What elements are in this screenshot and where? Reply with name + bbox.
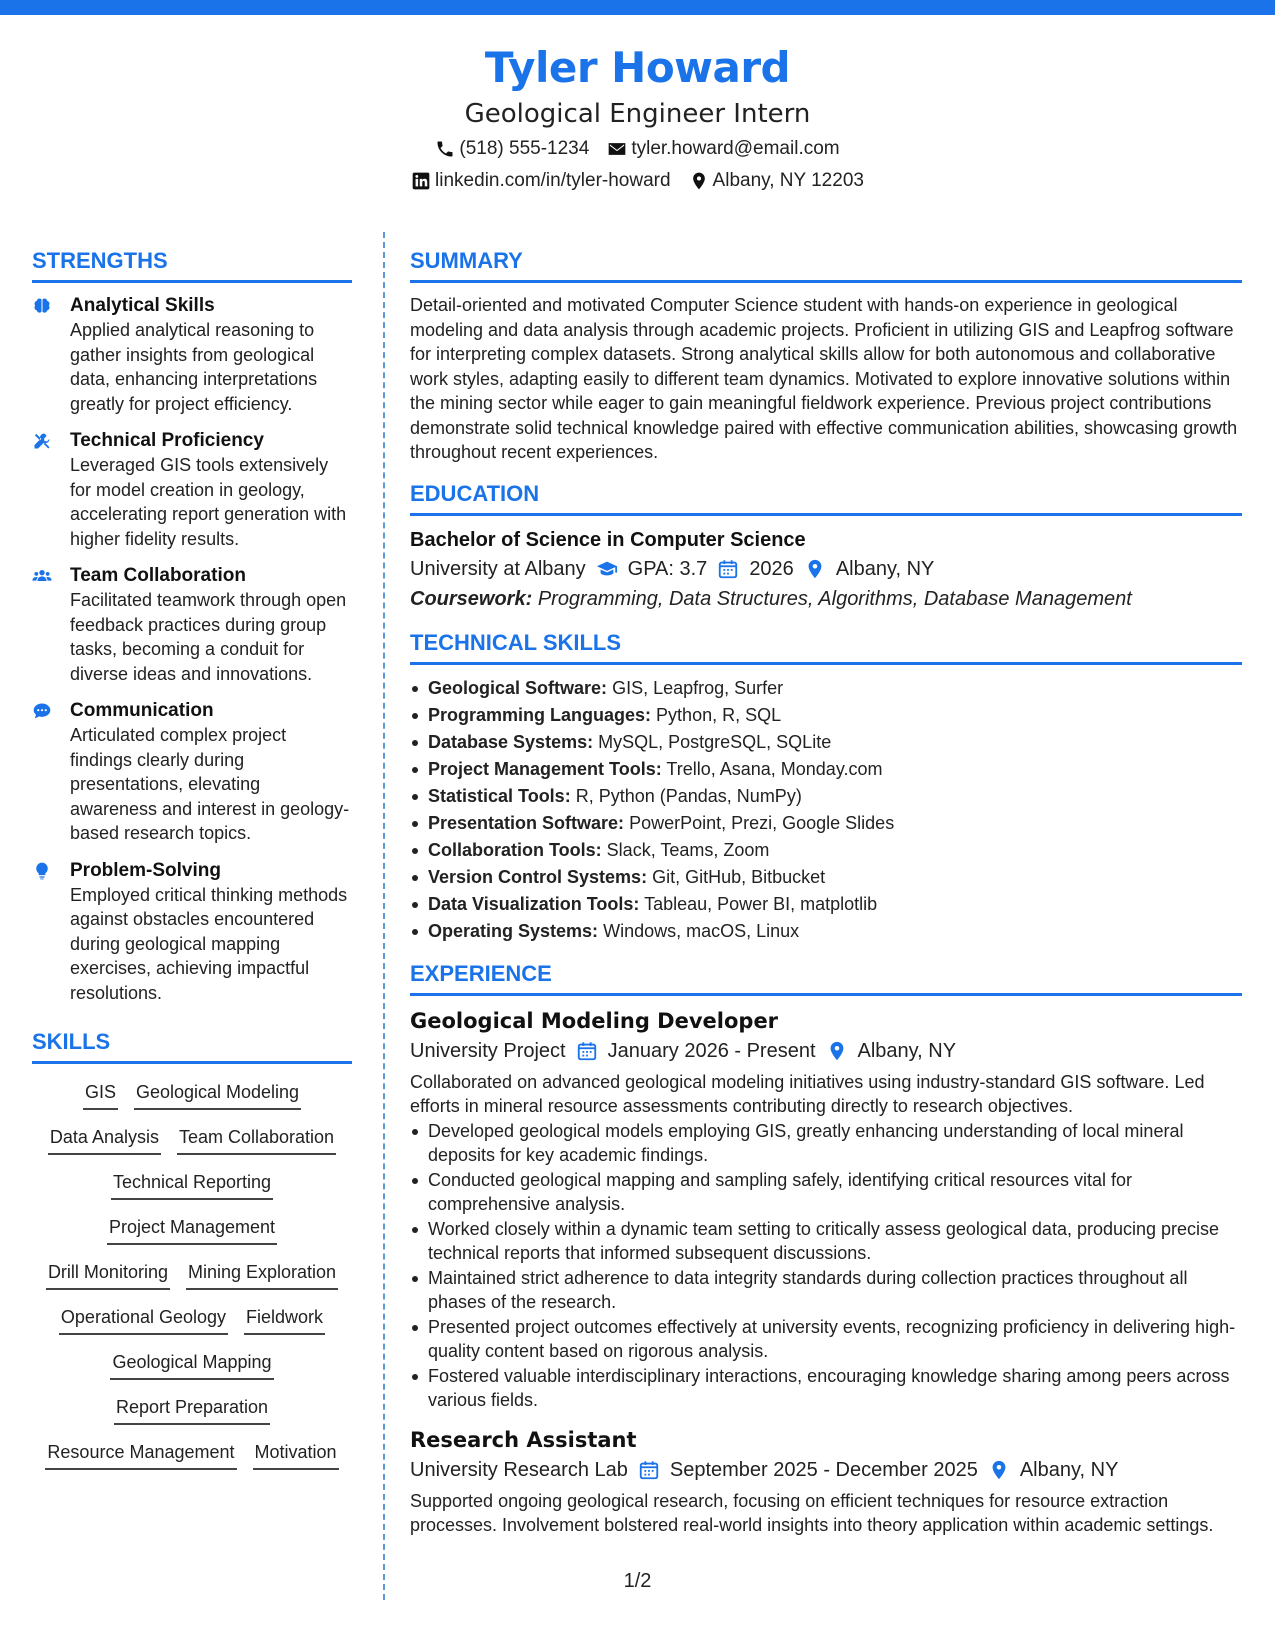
skill-row — [32, 1123, 352, 1168]
lightbulb-icon — [32, 861, 52, 881]
skill-tag: GIS — [83, 1078, 118, 1110]
list-item: Maintained strict adherence to data integrity standards during collection practices throughout all phases of the research. — [410, 1266, 1242, 1315]
skill-tag: Project Management — [107, 1213, 277, 1245]
coursework-line — [410, 584, 1242, 614]
candidate-title: Geological Engineer Intern — [464, 99, 811, 129]
job-meta — [410, 1036, 1242, 1066]
skill-values: GIS, Leapfrog, Surfer — [612, 677, 784, 698]
degree-title: Bachelor of Science in Computer Science — [410, 528, 806, 551]
job-dates: January 2026 - Present — [607, 1039, 816, 1062]
job-description: Supported ongoing geological research, focusing on efficient techniques for resource extraction processes. Involvement bolstered real-world insights into theory application within academic settings. — [410, 1490, 1214, 1535]
list-item — [410, 837, 1242, 864]
skill-values: Slack, Teams, Zoom — [606, 839, 770, 860]
skill-tag: Motivation — [253, 1438, 339, 1470]
strength-title: Technical Proficiency — [70, 430, 264, 451]
strength-text: Applied analytical reasoning to gather insights from geological data, enhancing interpretations greatly for project efficiency. — [70, 320, 318, 414]
list-item: Conducted geological mapping and sampling safely, identifying critical resources vital for comprehensive analysis. — [410, 1168, 1242, 1217]
list-item — [410, 810, 1242, 837]
location-contact — [689, 166, 864, 196]
list-item: Developed geological models employing GIS, greatly enhancing understanding of local mineral deposits for key academic findings. — [410, 1119, 1242, 1168]
skill-values: MySQL, PostgreSQL, SQLite — [598, 731, 832, 752]
job-title: Research Assistant — [410, 1427, 637, 1452]
skill-tag: Report Preparation — [114, 1393, 270, 1425]
skill-row — [32, 1348, 352, 1393]
summary-section — [410, 293, 1242, 465]
strength-text: Articulated complex project findings clearly during presentations, elevating awareness and interest in geology-based research topics. — [70, 725, 350, 843]
list-item — [410, 891, 1242, 918]
strength-text: Employed critical thinking methods against obstacles encountered during geological mapping exercises, achieving impactful resolutions. — [70, 884, 348, 1003]
map-pin-icon — [826, 1040, 848, 1062]
skill-tag: Data Analysis — [48, 1123, 161, 1155]
skill-category: Statistical Tools: — [428, 785, 571, 806]
skill-values: R, Python (Pandas, NumPy) — [575, 785, 802, 806]
skill-values: Tableau, Power BI, matplotlib — [644, 893, 878, 914]
map-pin-icon — [689, 171, 709, 191]
tools-icon — [32, 431, 52, 451]
column-divider — [383, 232, 385, 1600]
calendar-icon — [576, 1040, 598, 1062]
job-dates: September 2025 - December 2025 — [669, 1458, 978, 1481]
education-heading: EDUCATION — [410, 479, 1242, 516]
phone-contact[interactable] — [435, 134, 589, 164]
skill-values: Git, GitHub, Bitbucket — [652, 866, 826, 887]
phone-icon — [435, 139, 455, 159]
strength-item — [32, 293, 352, 416]
skills-heading: SKILLS — [32, 1027, 352, 1064]
brain-icon — [32, 296, 52, 316]
list-item — [410, 729, 1242, 756]
job-description: Collaborated on advanced geological modeling initiatives using industry-standard GIS software. Led efforts in mineral resource assessments contributing directly to research objectives. — [410, 1071, 1205, 1116]
strength-title: Analytical Skills — [70, 295, 215, 316]
experience-heading: EXPERIENCE — [410, 959, 1242, 996]
job-location: Albany, NY — [1019, 1458, 1119, 1481]
job-entry — [410, 1425, 1242, 1538]
skill-category: Geological Software: — [428, 677, 608, 698]
list-item — [410, 783, 1242, 810]
left-column — [32, 246, 352, 1483]
contact-row-1 — [0, 134, 1275, 164]
skill-row — [32, 1393, 352, 1438]
list-item — [410, 864, 1242, 891]
list-item — [410, 702, 1242, 729]
summary-heading: SUMMARY — [410, 246, 1242, 283]
coursework-list: Programming, Data Structures, Algorithms, Database Management — [537, 587, 1132, 610]
skill-category: Operating Systems: — [428, 920, 599, 941]
contact-row-2 — [0, 166, 1275, 196]
skill-category: Programming Languages: — [428, 704, 652, 725]
skill-tag: Operational Geology — [59, 1303, 228, 1335]
skill-values: Windows, macOS, Linux — [603, 920, 800, 941]
job-entry — [410, 1006, 1242, 1413]
candidate-name: Tyler Howard — [484, 43, 791, 92]
strength-item — [32, 858, 352, 1006]
strength-item — [32, 563, 352, 686]
email-contact[interactable] — [607, 134, 839, 164]
job-org: University Research Lab — [410, 1458, 628, 1481]
job-meta — [410, 1455, 1242, 1485]
strength-title: Problem-Solving — [70, 859, 221, 881]
job-org: University Project — [410, 1039, 566, 1062]
calendar-icon — [638, 1459, 660, 1481]
linkedin-text: linkedin.com/in/tyler-howard — [435, 170, 671, 191]
skill-values: PowerPoint, Prezi, Google Slides — [629, 812, 895, 833]
education-location: Albany, NY — [835, 557, 935, 580]
strength-title: Communication — [70, 700, 214, 721]
linkedin-icon — [411, 171, 431, 191]
education-section — [410, 526, 1242, 614]
education-meta — [410, 554, 1242, 584]
skill-values: Python, R, SQL — [656, 704, 782, 725]
chat-icon — [32, 701, 52, 721]
list-item — [410, 918, 1242, 945]
strengths-heading: STRENGTHS — [32, 246, 352, 283]
skill-category: Version Control Systems: — [428, 866, 648, 887]
skill-category: Project Management Tools: — [428, 758, 662, 779]
strength-item — [32, 698, 352, 846]
summary-text: Detail-oriented and motivated Computer Science student with hands-on experience in geological modeling and data analysis through academic projects. Proficient in utilizing GIS and Leapfrog software for interpreting complex datasets. Strong analytical skills allow for both autonomous and collaborative work styles, adapting easily to different team dynamics. Motivated to explore innovative solutions within the mining sector while eager to gain meaningful fieldwork experience. Previous project contributions demonstrate solid technical knowledge paired with effective communication abilities, showcasing growth throughout recent experiences. — [410, 295, 1238, 462]
strength-text: Leveraged GIS tools extensively for model creation in geology, accelerating report generation with higher fidelity results. — [70, 455, 347, 549]
list-item — [410, 675, 1242, 702]
skill-row — [32, 1078, 352, 1123]
skill-values: Trello, Asana, Monday.com — [666, 758, 883, 779]
strength-text: Facilitated teamwork through open feedback practices during group tasks, becoming a conduit for diverse ideas and innovations. — [70, 590, 347, 684]
skills-tags — [32, 1074, 352, 1483]
skill-tag: Geological Mapping — [110, 1348, 273, 1380]
skill-category: Data Visualization Tools: — [428, 893, 640, 914]
linkedin-contact[interactable] — [411, 166, 671, 196]
skill-tag: Team Collaboration — [177, 1123, 336, 1155]
skill-category: Collaboration Tools: — [428, 839, 602, 860]
skill-category: Presentation Software: — [428, 812, 625, 833]
skill-tag: Resource Management — [45, 1438, 236, 1470]
skill-tag: Geological Modeling — [134, 1078, 301, 1110]
skill-tag: Fieldwork — [244, 1303, 325, 1335]
strength-title: Team Collaboration — [70, 565, 246, 586]
coursework-label: Coursework: — [410, 587, 533, 610]
phone-text: (518) 555-1234 — [459, 138, 590, 159]
job-location: Albany, NY — [857, 1039, 957, 1062]
job-title: Geological Modeling Developer — [410, 1008, 779, 1033]
skill-category: Database Systems: — [428, 731, 594, 752]
email-text: tyler.howard@email.com — [631, 138, 840, 159]
skill-row — [32, 1213, 352, 1258]
skill-row — [32, 1303, 352, 1348]
map-pin-icon — [988, 1459, 1010, 1481]
map-pin-icon — [804, 558, 826, 580]
top-accent-bar — [0, 0, 1275, 15]
gpa-text: GPA: 3.7 — [627, 557, 708, 580]
list-item: Fostered valuable interdisciplinary interactions, encouraging knowledge sharing among peers across various fields. — [410, 1364, 1242, 1413]
graduation-cap-icon — [596, 558, 618, 580]
job-bullets — [410, 1119, 1242, 1413]
school-name: University at Albany — [410, 557, 586, 580]
skill-tag: Drill Monitoring — [46, 1258, 170, 1290]
skill-row — [32, 1438, 352, 1483]
users-icon — [32, 566, 52, 586]
page-number: 1/2 — [623, 1570, 652, 1592]
skill-row — [32, 1258, 352, 1303]
technical-skills-heading: TECHNICAL SKILLS — [410, 628, 1242, 665]
calendar-icon — [717, 558, 739, 580]
skill-row — [32, 1168, 352, 1213]
email-icon — [607, 139, 627, 159]
list-item: Worked closely within a dynamic team setting to critically assess geological data, producing precise technical reports that informed subsequent discussions. — [410, 1217, 1242, 1266]
right-column — [410, 246, 1242, 1538]
strength-item — [32, 428, 352, 551]
skill-tag: Mining Exploration — [186, 1258, 338, 1290]
list-item — [410, 756, 1242, 783]
technical-skills-list — [410, 675, 1242, 945]
location-text: Albany, NY 12203 — [712, 170, 864, 191]
list-item: Presented project outcomes effectively at university events, recognizing proficiency in delivering high-quality content based on rigorous analysis. — [410, 1315, 1242, 1364]
skill-tag: Technical Reporting — [111, 1168, 273, 1200]
resume-header — [0, 40, 1275, 196]
graduation-year: 2026 — [749, 557, 794, 580]
